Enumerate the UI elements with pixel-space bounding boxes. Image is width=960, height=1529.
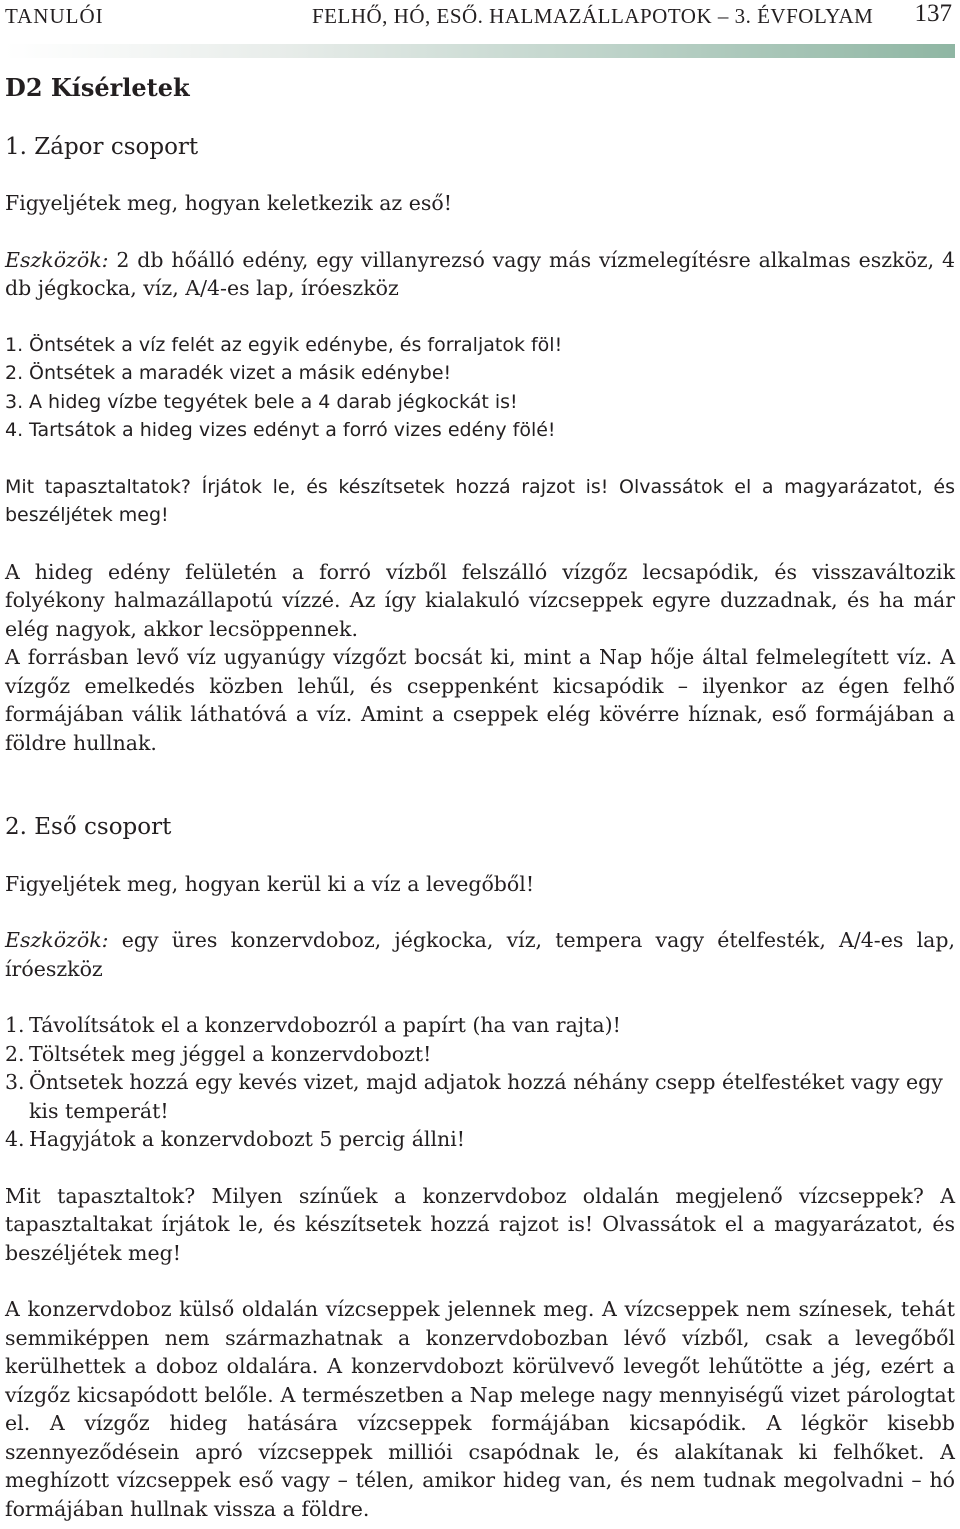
group2-tools-label: Eszközök: (5, 928, 109, 952)
step-number: 3. (5, 390, 24, 413)
list-item (5, 1011, 955, 1040)
step-number: 1. (5, 1013, 25, 1037)
group2-question: Mit tapasztaltok? Milyen színűek a konzervdoboz oldalán megjelenő vízcseppek? A tapasztaltakat írjátok le, és készítsetek hozzá rajzot is! Olvassátok el a magyarázatot, és beszéljétek meg! (5, 1183, 955, 1265)
header-gradient-rule (5, 44, 955, 58)
group1-steps (5, 331, 955, 445)
group1-explanation-1: A hideg edény felületén a forró vízből felszálló vízgőz lecsapódik, és visszaváltozik folyékony halmazállapotú vízzé. Az így kialakuló vízcseppek egyre duzzadnak, és ha már elég nagyok, akkor lecsöppennek. (5, 559, 955, 641)
group1-tools-label: Eszközök: (5, 247, 109, 272)
group2-title: 2. Eső csoport (5, 814, 172, 840)
step-text: Tartsátok a hideg vizes edényt a forró vizes edény fölé! (29, 419, 556, 441)
group2-tools-text: egy üres konzervdoboz, jégkocka, víz, tempera vagy ételfesték, A/4-es lap, íróeszköz (5, 928, 955, 981)
list-item (5, 359, 955, 388)
step-text: Öntsetek hozzá egy kevés vizet, majd adjatok hozzá néhány csepp ételfestéket vagy egy kis temperát! (29, 1070, 943, 1123)
header-label: TANULÓI (5, 4, 104, 28)
group1-tools-text: 2 db hőálló edény, egy villanyrezsó vagy más vízmelegítésre alkalmas eszköz, 4 db jégkocka, víz, A/4-es lap, íróeszköz (5, 247, 955, 300)
header-title: FELHŐ, HÓ, ESŐ. HALMAZÁLLAPOTOK – 3. ÉVFOLYAM (312, 4, 874, 28)
group1-tools (5, 246, 955, 303)
list-item (5, 1040, 955, 1069)
group1-explanation-2: A forrásban levő víz ugyanúgy vízgőzt bocsát ki, mint a Nap hője által felmelegített víz. A vízgőz emelkedés közben lehűl, és cseppenként kicsapódik – ilyenkor az égen felhő formájában válik láthatóvá a víz. Amint a cseppek elég kövérre híznak, eső formájában a földre hullnak. (5, 645, 955, 755)
group1-question: Mit tapasztaltatok? Írjátok le, és készítsetek hozzá rajzot is! Olvassátok el a magyarázatot, és beszéljétek meg! (5, 475, 955, 526)
step-text: Öntsétek a víz felét az egyik edénybe, és forraljatok föl! (29, 333, 563, 356)
page-content (5, 74, 955, 1523)
section-title: D2 Kísérletek (5, 73, 190, 102)
group2-intro: Figyeljétek meg, hogyan kerül ki a víz a levegőből! (5, 871, 535, 896)
group2-explanation: A konzervdoboz külső oldalán vízcseppek jelennek meg. A vízcseppek nem színesek, tehát semmiképpen nem származhatnak a konzervdobozban lévő vízből, csak a levegőből kerülhettek a doboz oldalára. A konzervdobozt körülvevő levegőt lehűtötte a jég, ezért a vízgőz kicsapódott belőle. A természetben a Nap melege nagy mennyiségű vizet párologtat el. A vízgőz hideg hatására vízcseppek formájában kicsapódik. A légkör kisebb szennyeződésein apró vízcseppek milliói csapódnak le, és alakítanak ki felhőket. A meghízott vízcseppek eső vagy – télen, amikor hideg van, és nem tudnak megolvadni – hó formájában hullnak vissza a földre. (5, 1297, 955, 1521)
step-text: Töltsétek meg jéggel a konzervdobozt! (29, 1041, 432, 1066)
step-text: Öntsétek a maradék vizet a másik edénybe! (29, 362, 452, 384)
list-item (5, 1125, 955, 1154)
group1-title: 1. Zápor csoport (5, 133, 199, 160)
page-header (0, 0, 960, 34)
list-item (5, 331, 955, 360)
page-number: 137 (914, 0, 952, 27)
step-number: 3. (5, 1070, 25, 1094)
step-number: 1. (5, 333, 24, 356)
step-number: 2. (5, 1041, 25, 1066)
group2-steps (5, 1011, 955, 1154)
list-item (5, 416, 955, 445)
step-number: 4. (5, 419, 24, 441)
group2-tools (5, 926, 955, 983)
step-number: 2. (5, 362, 24, 384)
step-number: 4. (5, 1127, 25, 1151)
list-item (5, 388, 955, 417)
step-text: A hideg vízbe tegyétek bele a 4 darab jégkockát is! (29, 390, 518, 413)
step-text: Hagyjátok a konzervdobozt 5 percig állni! (29, 1127, 466, 1151)
step-text: Távolítsátok el a konzervdobozról a papírt (ha van rajta)! (29, 1013, 621, 1037)
group1-intro: Figyeljétek meg, hogyan keletkezik az eső! (5, 191, 452, 215)
list-item (5, 1068, 955, 1125)
